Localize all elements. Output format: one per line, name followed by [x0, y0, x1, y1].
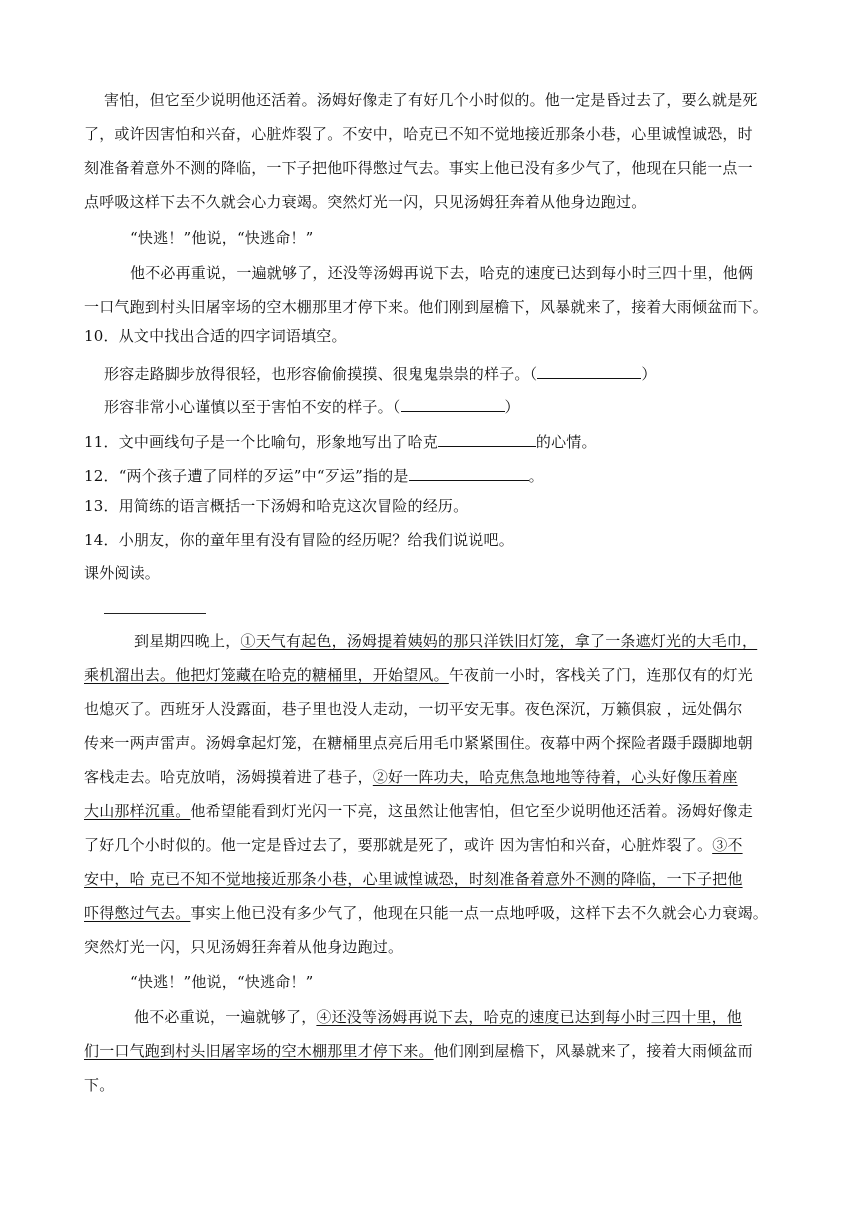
question-12 — [84, 464, 544, 486]
passage2-line — [84, 835, 743, 855]
question-text: 。 — [528, 467, 544, 485]
question-text: 小朋友，你的童年里有没有冒险的经历呢？给我们说说吧。 — [118, 531, 514, 549]
question-text: ） — [504, 398, 520, 416]
plain-text: 他希望能看到灯光闪一下亮，这虽然让他害怕，但它至少说明他还活着。汤姆好像走 — [190, 802, 753, 820]
underlined-sentence-1: ①天气有起色，汤姆提着姨妈的那只洋铁旧灯笼，拿了一条遮灯光的大毛巾， — [240, 632, 758, 650]
question-number: 11． — [84, 433, 119, 451]
plain-text: 到星期四晚上， — [134, 632, 241, 650]
passage2-line — [84, 665, 753, 685]
question-text: 形容非常小心谨慎以至于害怕不安的样子。（ — [104, 398, 401, 416]
question-10b — [104, 395, 520, 417]
passage1-line: 他不必再重说，一遍就够了，还没等汤姆再说下去，哈克的速度已达到每小时三四十里，他俩 — [130, 264, 754, 282]
underlined-sentence-3: 吓得憋过气去。 — [84, 904, 191, 922]
question-10 — [84, 326, 347, 346]
underlined-sentence-2: ②好一阵功夫，哈克焦急地地等待着，心头好像压着座 — [372, 768, 738, 786]
passage1-line: 害怕，但它至少说明他还活着。汤姆好像走了有好几个小时似的。他一定是昏过去了，要么就是死 — [104, 91, 758, 109]
underlined-sentence-3: ③不 — [712, 836, 743, 854]
plain-text: 他不必重说，一遍就够了， — [134, 1008, 317, 1026]
question-text: 文中画线句子是一个比喻句，形象地写出了哈克 — [118, 433, 438, 451]
plain-text: 午夜前一小时，客栈关了门，连那仅有的灯光 — [448, 666, 753, 684]
question-number: 13． — [84, 497, 119, 515]
answer-blank-12[interactable] — [409, 464, 529, 481]
passage2-line — [84, 801, 753, 821]
passage2-line: 突然灯光一闪，只见汤姆狂奔着从他身边跑过。 — [84, 938, 404, 956]
passage2-line: 也熄灭了。西班牙人没露面，巷子里也没人走动，一切平安无事。夜色深沉，万籁俱寂 ，远处偶尔 — [84, 700, 743, 718]
passage2-line — [84, 767, 738, 787]
passage2-line — [84, 903, 768, 923]
question-text: 形容走路脚步放得很轻，也形容偷偷摸摸、很鬼鬼祟祟的样子。（ — [104, 365, 538, 383]
underlined-sentence-4: ④还没等汤姆再说下去，哈克的速度已达到每小时三四十里，他 — [316, 1008, 743, 1026]
passage1-line: 了，或许因害怕和兴奋，心脏炸裂了。不安中，哈克已不知不觉地接近那条小巷，心里诚惶诚恐，时 — [84, 125, 753, 143]
question-number: 14． — [84, 531, 119, 549]
question-text: “两个孩子遭了同样的歹运”中“歹运”指的是 — [118, 467, 409, 485]
plain-text: 他们刚到屋檐下，风暴就来了，接着大雨倾盆而 — [433, 1042, 753, 1060]
passage2-line: 下。 — [84, 1076, 115, 1094]
passage1-line: 刻准备着意外不测的降临，一下子把他吓得憋过气去。事实上他已没有多少气了，他现在只能一点一 — [84, 159, 753, 177]
underlined-sentence-4: 们一口气跑到村头旧屠宰场的空木棚那里才停下来。 — [84, 1042, 434, 1060]
question-13 — [84, 496, 468, 516]
answer-blank-11[interactable] — [438, 430, 536, 447]
passage1-line: 一口气跑到村头旧屠宰场的空木棚那里才停下来。他们刚到屋檐下，风暴就来了，接着大雨倾盆而下。 — [84, 298, 769, 316]
passage2-dialogue: “快逃！”他说，“快逃命！” — [130, 973, 314, 991]
answer-blank-10a[interactable] — [537, 362, 641, 379]
passage1-dialogue: “快逃！”他说，“快逃命！” — [130, 229, 314, 247]
title-blank-rule — [104, 613, 206, 614]
passage2-line — [134, 631, 757, 651]
passage2-line: 传来一两声雷声。汤姆拿起灯笼，在糖桶里点亮后用毛巾紧紧围住。夜幕中两个探险者蹑手蹑脚地朝 — [84, 734, 753, 752]
underlined-sentence-3: 安中，哈 克已不知不觉地接近那条小巷，心里诚惶诚恐，时刻准备着意外不测的降临，一下子把他 — [84, 870, 743, 888]
question-text: 从文中找出合适的四字词语填空。 — [118, 327, 347, 345]
passage2-line — [134, 1007, 742, 1027]
underlined-sentence-2: 大山那样沉重。 — [84, 802, 191, 820]
question-11 — [84, 430, 597, 452]
plain-text: 客栈走去。哈克放哨，汤姆摸着进了巷子， — [84, 768, 373, 786]
plain-text: 了好几个小时似的。他一定是昏过去了，要那就是死了，或许 因为害怕和兴奋，心脏炸裂了。 — [84, 836, 713, 854]
question-text: 的心情。 — [535, 433, 597, 451]
question-number: 12． — [84, 467, 119, 485]
section-heading: 课外阅读。 — [84, 564, 161, 582]
underlined-sentence-1: 乘机溜出去。他把灯笼藏在哈克的糖桶里，开始望风。 — [84, 666, 449, 684]
question-14 — [84, 530, 514, 550]
question-10a — [104, 362, 657, 384]
question-text: ） — [641, 365, 657, 383]
passage1-line: 点呼吸这样下去不久就会心力衰竭。突然灯光一闪，只见汤姆狂奔着从他身边跑过。 — [84, 193, 647, 211]
question-number: 10． — [84, 327, 119, 345]
plain-text: 事实上他已没有多少气了，他现在只能一点一点地呼吸，这样下去不久就会心力衰竭。 — [190, 904, 769, 922]
question-text: 用简练的语言概括一下汤姆和哈克这次冒险的经历。 — [118, 497, 469, 515]
passage2-line — [84, 1041, 753, 1061]
answer-blank-10b[interactable] — [401, 395, 505, 412]
